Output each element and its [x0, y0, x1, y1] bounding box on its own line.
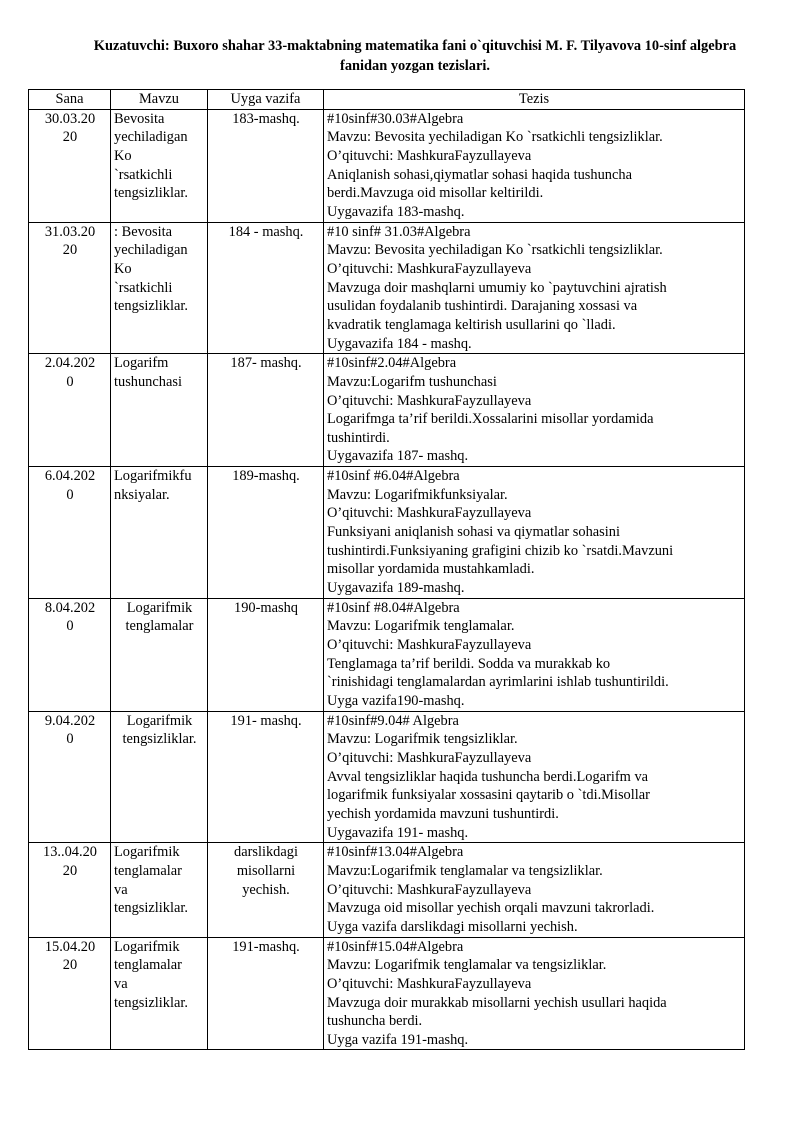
document-title: Kuzatuvchi: Buxoro shahar 33-maktabning matematika fani o`qituvchisi M. F. Tilyavova 10-sinf algebra fanidan yozgan tezislari. [93, 38, 737, 74]
thesis-table [28, 89, 745, 1050]
homework-cell: 191- mashq. [208, 711, 324, 843]
table-row [29, 467, 745, 599]
topic-cell: Logarifmikfu nksiyalar. [111, 467, 208, 599]
header-thesis: Tezis [324, 90, 745, 110]
topic-cell: Logarifmik tengsizliklar. [111, 711, 208, 843]
thesis-cell: #10sinf #6.04#Algebra Mavzu: Logarifmikfunksiyalar. O’qituvchi: MashkuraFayzullayeva Funksiyani aniqlanish sohasi va qiymatlar sohasini tushintirdi.Funksiyaning grafigini chizib ko `rsatdi.Mavzuni misollar yordamida mustahkamladi. Uygavazifa 189-mashq. [324, 467, 745, 599]
homework-cell: 190-mashq [208, 598, 324, 711]
homework-cell: 183-mashq. [208, 109, 324, 222]
table-row [29, 354, 745, 467]
topic-cell: Logarifmik tenglamalar va tengsizliklar. [111, 843, 208, 937]
table-row [29, 109, 745, 222]
topic-cell: Bevosita yechiladigan Ko `rsatkichli tengsizliklar. [111, 109, 208, 222]
topic-cell: Logarifmik tenglamalar [111, 598, 208, 711]
table-row [29, 937, 745, 1050]
thesis-cell: #10sinf#13.04#Algebra Mavzu:Logarifmik tenglamalar va tengsizliklar. O’qituvchi: MashkuraFayzullayeva Mavzuga oid misollar yechish orqali mavzuni takrorladi. Uyga vazifa darslikdagi misollarni yechish. [324, 843, 745, 937]
date-cell: 30.03.20 20 [29, 109, 111, 222]
table-row [29, 711, 745, 843]
thesis-cell: #10 sinf# 31.03#Algebra Mavzu: Bevosita yechiladigan Ko `rsatkichli tengsizliklar. O’qituvchi: MashkuraFayzullayeva Mavzuga doir mashqlarni umumiy ko `paytuvchini ajratish usulidan foydalanib tushintirdi. Darajaning xossasi va kvadratik tenglamaga keltirish usullarini qo `lladi. Uygavazifa 184 - mashq. [324, 222, 745, 354]
thesis-cell: #10sinf#30.03#Algebra Mavzu: Bevosita yechiladigan Ko `rsatkichli tengsizliklar. O’qituvchi: MashkuraFayzullayeva Aniqlanish sohasi,qiymatlar sohasi haqida tushuncha berdi.Mavzuga oid misollar keltirildi. Uygavazifa 183-mashq. [324, 109, 745, 222]
date-cell: 8.04.202 0 [29, 598, 111, 711]
topic-cell: Logarifmik tenglamalar va tengsizliklar. [111, 937, 208, 1050]
thesis-cell: #10sinf#2.04#Algebra Mavzu:Logarifm tushunchasi O’qituvchi: MashkuraFayzullayeva Logarifmga ta’rif berildi.Xossalarini misollar yordamida tushintirdi. Uygavazifa 187- mashq. [324, 354, 745, 467]
table-header-row [29, 90, 745, 110]
table-row [29, 598, 745, 711]
date-cell: 6.04.202 0 [29, 467, 111, 599]
homework-cell: 187- mashq. [208, 354, 324, 467]
table-row [29, 222, 745, 354]
date-cell: 9.04.202 0 [29, 711, 111, 843]
date-cell: 2.04.202 0 [29, 354, 111, 467]
thesis-cell: #10sinf#15.04#Algebra Mavzu: Logarifmik tenglamalar va tengsizliklar. O’qituvchi: MashkuraFayzullayeva Mavzuga doir murakkab misollarni yechish usullari haqida tushuncha berdi. Uyga vazifa 191-mashq. [324, 937, 745, 1050]
date-cell: 13..04.20 20 [29, 843, 111, 937]
date-cell: 31.03.20 20 [29, 222, 111, 354]
homework-cell: 191-mashq. [208, 937, 324, 1050]
homework-cell: 189-mashq. [208, 467, 324, 599]
header-homework: Uyga vazifa [208, 90, 324, 110]
topic-cell: Logarifm tushunchasi [111, 354, 208, 467]
header-topic: Mavzu [111, 90, 208, 110]
thesis-cell: #10sinf #8.04#Algebra Mavzu: Logarifmik tenglamalar. O’qituvchi: MashkuraFayzullayeva Tenglamaga ta’rif berildi. Sodda va murakkab ko `rinishidagi tenglamalardan ayrimlarini ishlab tushuntirildi. Uyga vazifa190-mashq. [324, 598, 745, 711]
table-row [29, 843, 745, 937]
date-cell: 15.04.20 20 [29, 937, 111, 1050]
header-date: Sana [29, 90, 111, 110]
thesis-cell: #10sinf#9.04# Algebra Mavzu: Logarifmik tengsizliklar. O’qituvchi: MashkuraFayzullayeva Avval tengsizliklar haqida tushuncha berdi.Logarifm va logarifmik funksiyalar xossasini qaytarib o `tdi.Misollar yechish yordamida mavzuni tushuntirdi. Uygavazifa 191- mashq. [324, 711, 745, 843]
homework-cell: darslikdagi misollarni yechish. [208, 843, 324, 937]
homework-cell: 184 - mashq. [208, 222, 324, 354]
topic-cell: : Bevosita yechiladigan Ko `rsatkichli tengsizliklar. [111, 222, 208, 354]
